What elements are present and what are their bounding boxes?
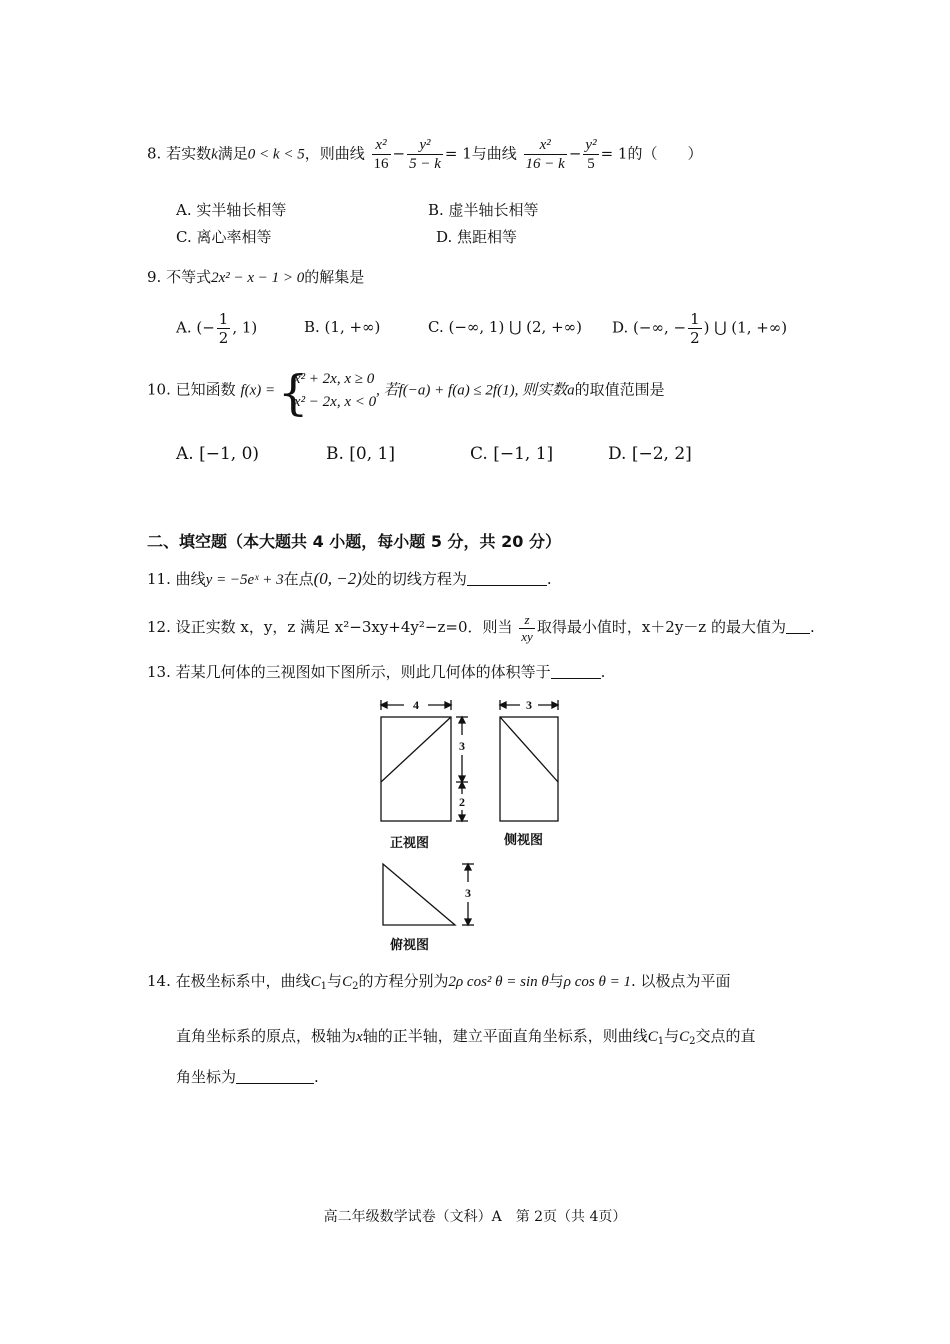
q14-curve-c1-line2: C — [647, 1029, 658, 1045]
question-14-line-3 — [176, 1068, 319, 1088]
q11-expression: y = −5eˣ + 3 — [205, 572, 284, 588]
q11-text-a: 曲线 — [175, 570, 206, 588]
q14-curve-c2-line2: C — [679, 1029, 690, 1045]
q8-text-d: 与曲线 — [471, 144, 517, 163]
q10-var-a: a — [567, 382, 575, 399]
q8-number: 8. — [147, 144, 162, 163]
q14-mid-2: 与 — [548, 972, 564, 990]
q14-text-c: . 以极点为平面 — [630, 972, 731, 990]
q10-piecewise: { x² + 2x, x ≥ 0 x² − 2x, x < 0 — [277, 365, 377, 421]
question-9 — [147, 268, 364, 289]
q10-option-a: A. [−1, 0) — [176, 444, 260, 464]
side-view-diagonal — [500, 717, 558, 782]
q10-function-name: f(x) = — [240, 382, 276, 399]
section-2-heading: 二、填空题（本大题共 4 小题，每小题 5 分，共 20 分） — [147, 532, 561, 551]
q8-fraction-2: $\frac{\text{y²}}{5 - k}$ — [409, 137, 441, 172]
q14-text-d: 直角坐标系的原点，极轴为 — [176, 1027, 357, 1045]
q10-option-b: B. [0, 1] — [326, 444, 396, 464]
q11-number: 11. — [147, 570, 171, 588]
top-view-triangle — [383, 864, 455, 925]
q14-c2-sub-line2: 2 — [689, 1036, 696, 1047]
q10-option-c: C. [−1, 1] — [470, 444, 554, 464]
side-width-label: 3 — [526, 698, 532, 712]
q12-text-b: 取得最小值时，x＋2y－z 的最大值为 — [536, 618, 786, 637]
q8-var-k: k — [211, 146, 218, 163]
q14-curve-c1: C — [310, 974, 321, 990]
q14-var-x: x — [356, 1029, 363, 1045]
q8-eq-1: = 1 — [444, 144, 472, 163]
q9-number: 9. — [147, 268, 162, 286]
front-view-label: 正视图 — [390, 836, 430, 851]
q10-text-c: 的取值范围是 — [574, 380, 665, 399]
q8-text-a: 若实数 — [166, 144, 212, 163]
q10-case-2: x² − 2x, x < 0 — [293, 393, 377, 410]
q8-fraction-4: $\frac{\text{y²}}{5}$ — [585, 137, 597, 172]
q13-answer-blank[interactable] — [551, 664, 601, 679]
question-11 — [147, 568, 552, 591]
q8-text-c: ，则曲线 — [304, 144, 365, 163]
q8-text-b: 满足 — [217, 144, 248, 163]
q9-text-a: 不等式 — [166, 268, 212, 286]
q14-c1-sub: 1 — [320, 981, 328, 992]
question-10 — [147, 365, 665, 421]
q14-c2-sub: 2 — [352, 981, 359, 992]
q14-answer-blank[interactable] — [236, 1069, 314, 1084]
q14-equation-2: ρ cos θ = 1 — [563, 974, 631, 990]
q12-answer-blank[interactable] — [786, 619, 810, 634]
question-12 — [147, 612, 815, 644]
q13-end: . — [600, 663, 606, 681]
q14-equation-1: 2ρ cos² θ = sin θ — [448, 974, 549, 990]
q8-minus-1: − — [392, 144, 406, 163]
q14-text-a: 在极坐标系中，曲线 — [175, 972, 311, 990]
q14-number: 14. — [147, 972, 171, 990]
q12-end: . — [809, 618, 815, 637]
three-view-diagram — [370, 690, 580, 960]
page-footer: 高二年级数学试卷（文科）A 第 2页（共 4页） — [323, 1209, 627, 1225]
q9-option-d: D. (−∞, − $\frac{1}{2}$ ) ⋃ (1, +∞) — [612, 310, 788, 347]
q14-text-e: 轴的正半轴，建立平面直角坐标系，则曲线 — [362, 1027, 648, 1045]
q10-text-b: , 若f(−a) + f(a) ≤ 2f(1), 则实数 — [376, 382, 568, 399]
q14-text-b: 的方程分别为 — [358, 972, 449, 990]
q14-end: . — [314, 1068, 319, 1086]
q14-mid-1: 与 — [327, 972, 343, 990]
top-height-label: 3 — [465, 886, 471, 900]
q14-curve-c2: C — [342, 974, 353, 990]
q11-text-c: 处的切线方程为 — [361, 570, 467, 588]
q8-fraction-1: $\frac{\text{x²}}{16}$ — [373, 137, 389, 172]
q8-option-c: C. 离心率相等 — [176, 228, 272, 246]
q12-text-a: 设正实数 x，y，z 满足 x²−3xy+4y²−z=0．则当 — [175, 618, 513, 637]
q12-fraction: $\frac{z}{xy}$ — [521, 612, 533, 644]
q14-text-h: 角坐标为 — [176, 1068, 237, 1086]
q14-text-f: 与 — [664, 1027, 680, 1045]
front-view-rect — [381, 717, 451, 821]
q12-number: 12. — [147, 618, 171, 637]
side-view-label: 侧视图 — [504, 833, 544, 848]
q9-option-a: A. (− $\frac{1}{2}$ , 1) — [176, 310, 258, 347]
q14-text-g: 交点的直 — [695, 1027, 756, 1045]
q8-option-d: D. 焦距相等 — [436, 228, 518, 246]
q8-fraction-3: $\frac{\text{x²}}{16 - k}$ — [525, 137, 565, 172]
q13-number: 13. — [147, 663, 171, 681]
side-view-rect — [500, 717, 558, 821]
q8-text-e: 的（ ） — [627, 144, 703, 163]
q11-point: (0, −2) — [313, 569, 362, 588]
q8-eq-2: = 1 — [600, 144, 628, 163]
q8-option-a: A. 实半轴长相等 — [176, 201, 287, 219]
front-width-label: 4 — [413, 698, 419, 712]
front-view-diagonal — [381, 717, 451, 782]
q13-text: 若某几何体的三视图如下图所示，则此几何体的体积等于 — [175, 663, 551, 681]
question-14-line-2 — [176, 1027, 756, 1048]
q10-number: 10. — [147, 380, 171, 399]
front-height-2-label: 2 — [459, 795, 465, 809]
q8-minus-2: − — [568, 144, 582, 163]
q10-option-d: D. [−2, 2] — [608, 444, 692, 464]
question-13 — [147, 663, 605, 683]
q8-option-b: B. 虚半轴长相等 — [428, 201, 539, 219]
q11-end: . — [546, 570, 552, 588]
q9-expression: 2x² − x − 1 > 0 — [211, 270, 305, 286]
q9-option-b: B. (1, +∞) — [304, 318, 381, 336]
front-height-1-label: 3 — [459, 739, 465, 753]
q11-text-b: 在点 — [283, 570, 314, 588]
question-8 — [147, 136, 702, 173]
q9-option-c: C. (−∞, 1) ⋃ (2, +∞) — [428, 318, 583, 336]
top-view-label: 俯视图 — [390, 938, 430, 953]
q10-case-1: x² + 2x, x ≥ 0 — [293, 371, 375, 387]
question-14-line-1 — [147, 972, 731, 993]
q10-text-a: 已知函数 — [175, 380, 236, 399]
q9-text-b: 的解集是 — [304, 268, 365, 286]
q11-answer-blank[interactable] — [467, 571, 547, 586]
q14-c1-sub-line2: 1 — [657, 1036, 665, 1047]
q8-condition: 0 < k < 5 — [247, 146, 305, 163]
